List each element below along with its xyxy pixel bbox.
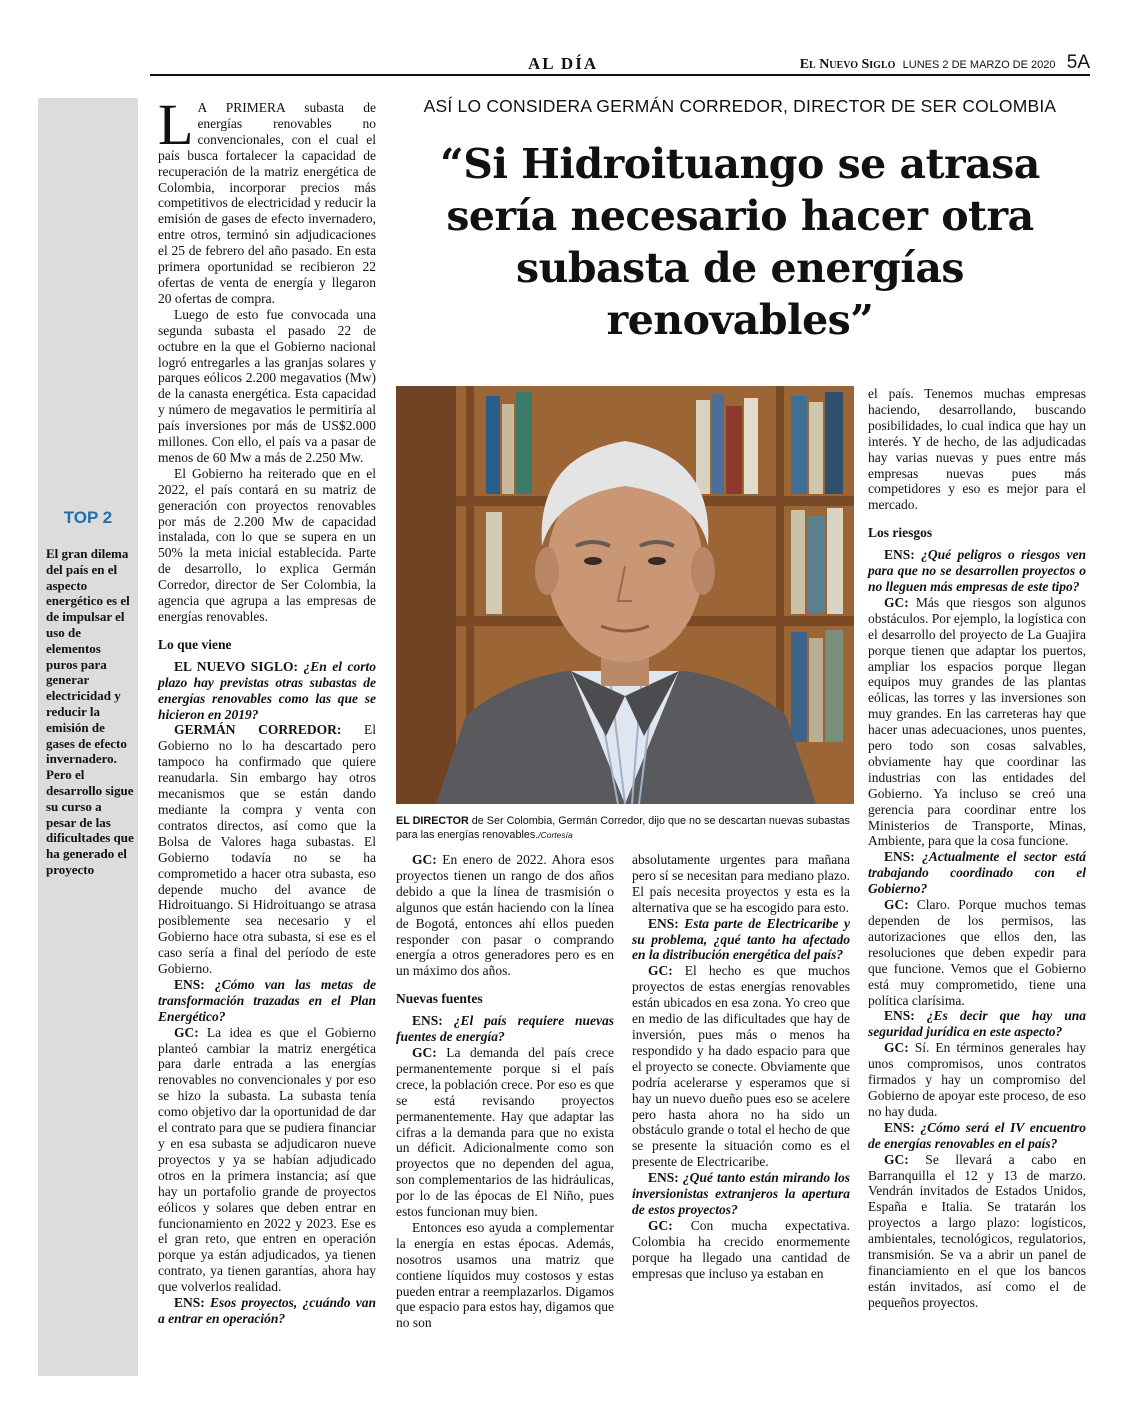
- section-name: AL DÍA: [528, 54, 599, 73]
- lead-text: A PRIMERA subasta de energías renovables no convencionales, con el cual el país busca fortalecer la capacidad de recuperación de la matriz energética de Colombia, incorporar precios más competitivos de electricidad y reducir la emisión de gases de efecto invernadero, entre otros, terminó sin adjudicaciones el 25 de febrero del año pasado. En esta primera oportunidad se recibieron 22 ofertas de venta de energía y llegaron 20 ofertas de compra.: [158, 100, 376, 306]
- question: [158, 659, 376, 723]
- speaker: GC:: [884, 594, 909, 610]
- speaker: ENS:: [884, 1119, 915, 1135]
- lead-paragraph: [158, 92, 376, 307]
- speaker: ENS:: [412, 1013, 443, 1029]
- answer-text: La demanda del país crece permanentemente porque si el país crece, la población crece. Por eso es que se está revisando proyectos permanentemente. Hay que adaptar las cifras a la demanda para que no exista un déficit. Adicionalmente como son proyectos que no dependen del agua, son complementarios de las hidráulicas, por lo de las épocas de El Niño, pues estos funcionan muy bien.: [396, 1044, 614, 1220]
- answer-text: Con mucha expectativa. Colombia ha crecido enormemente porque ha llegado una cantidad de empresas que incluso ya estaban en: [632, 1217, 850, 1281]
- question-text: ¿Cómo van las metas de transformación trazadas en el Plan Energético?: [158, 976, 376, 1024]
- question: [158, 977, 376, 1025]
- answer: [632, 963, 850, 1170]
- article-column-4: [868, 386, 1086, 1311]
- sidebar-tag: TOP 2: [63, 508, 113, 527]
- question: [632, 916, 850, 964]
- speaker: ENS:: [648, 1170, 679, 1186]
- question: [868, 849, 1086, 897]
- speaker: GC:: [884, 1040, 909, 1056]
- paragraph: el país. Tenemos muchas empresas haciendo, desarrollando, buscando posibilidades, lo cual indica que hay un interés. Y de hecho, de las adjudicadas hay varias nuevas y pues entre más empresas nuevas pues más competidores y eso es mejor para el mercado.: [868, 386, 1086, 513]
- answer-text: Más que riesgos son algunos obstáculos. Por ejemplo, la logística con el desarrollo del proyecto de La Guajira porque tienen que adaptar los puertos, ampliar los espacios porque llegan equipos muy grandes de las plantas eólicas, las torres y las inversiones son muy grandes. En las carreteras hay que hacer unas adecuaciones, unos puentes, pero todo son cosas salvables, obviamente hay que coordinar las industrias con las entidades del Gobierno. Ya incluso se creó una gerencia para coordinar entre los Ministerios de Transporte, Minas, Ambiente, para que la cosa funcione.: [868, 594, 1086, 849]
- question-text: Esos proyectos, ¿cuándo van a entrar en operación?: [158, 1295, 376, 1326]
- question-text: Esta parte de Electricaribe y su problema, ¿qué tanto ha afectado en la distribución energética del país?: [632, 915, 850, 963]
- answer: [632, 1218, 850, 1282]
- photo-credit: /Cortesía: [538, 830, 573, 840]
- answer: [396, 852, 614, 979]
- question-text: ¿En el corto plazo hay previstas otras subastas de energías renovables como las que se hicieron en 2019?: [158, 658, 376, 722]
- sidebar-summary: [38, 98, 138, 1376]
- subheading: Los riesgos: [868, 525, 933, 541]
- answer-text: El Gobierno no lo ha descartado pero tampoco ha confirmado que quiere reanudarla. Sin embargo hay otros mecanismos que se están dando mediante la compra y venta con contratos directos, así como que la Bolsa de Valores haga subastas. El Gobierno todavía no se ha comprometido a hacer otra subasta, eso depende mucho del avance de Hidroituango. Si Hidroituango se atrasa posiblemente sea necesario y el Gobierno hace otra subasta, si ese es el caso sería a final del período de este Gobierno.: [158, 722, 376, 977]
- question: [868, 1008, 1086, 1040]
- subheading: Nuevas fuentes: [396, 991, 483, 1007]
- question: [868, 547, 1086, 595]
- article-column-1: [158, 92, 376, 1327]
- speaker: GC:: [884, 1151, 909, 1167]
- question-text: ¿Cómo será el IV encuentro de energías renovables en el país?: [868, 1119, 1086, 1151]
- question: [158, 1295, 376, 1327]
- answer: [158, 722, 376, 977]
- kicker: ASÍ LO CONSIDERA GERMÁN CORREDOR, DIRECTOR DE SER COLOMBIA: [423, 96, 1057, 116]
- answer-text: Claro. Porque muchos temas dependen de los permisos, las autorizaciones que ellos den, las resoluciones que deben expedir para que funcione. Vemos que el Gobierno está muy comprometido, tiene una política clarísima.: [868, 897, 1086, 1008]
- speaker: ENS:: [174, 976, 205, 992]
- caption-lead: EL DIRECTOR: [396, 815, 469, 827]
- speaker: GERMÁN CORREDOR:: [174, 722, 342, 738]
- answer: [868, 1152, 1086, 1311]
- speaker: EL NUEVO SIGLO:: [174, 658, 298, 674]
- answer-text: El hecho es que muchos proyectos de estas energías renovables están ubicados en esa zona. Yo creo que en medio de las dificultades que hay de inversión, pues más o menos ha respondido y ha dado espacio para que el proyecto se conecte. Obviamente que podría acelerarse y esperamos que si hay un nuevo dueño pues eso se acelere pero hasta ahora no ha sido un obstáculo grande o total el hecho de que se presente la situación como es el presente de Electricaribe.: [632, 963, 850, 1170]
- paragraph: absolutamente urgentes para mañana pero sí se necesitan para mediano plazo. El país necesita proyectos y esta es la alternativa que se ha escogido para esto.: [632, 852, 850, 915]
- speaker: GC:: [884, 897, 909, 913]
- question-text: ¿Qué peligros o riesgos ven para que no se desarrollen proyectos o no lleguen más empresas de este tipo?: [868, 547, 1086, 594]
- answer-text: Sí. En términos generales hay unos compromisos, unos contratos firmados y hay un compromiso del Gobierno de apoyar este proceso, de eso no hay duda.: [868, 1040, 1086, 1119]
- sidebar-summary-text: El gran dilema del país en el aspecto energético es el de impulsar el uso de elementos puros para generar electricidad y reducir la emisión de gases de efecto invernadero. Pero el desarrollo sigue su curso a pesar de las dificultades que ha generado el proyecto: [46, 546, 134, 877]
- speaker: ENS:: [174, 1295, 205, 1311]
- speaker: GC:: [412, 852, 437, 867]
- masthead: [150, 50, 1090, 76]
- question: [632, 1170, 850, 1218]
- answer: [396, 1045, 614, 1220]
- article-column-3: [632, 852, 850, 1281]
- subheading: Lo que viene: [158, 636, 232, 652]
- answer: [868, 1040, 1086, 1120]
- speaker: ENS:: [648, 915, 679, 931]
- portrait-illustration: [396, 386, 854, 804]
- issue-date: LUNES 2 DE MARZO DE 2020: [902, 59, 1056, 71]
- answer-text: Se llevará a cabo en Barranquilla el 12 y 13 de marzo. Vendrán invitados de Estados Unidos, España e Italia. Se tratarán los proyectos a largo plazo: logísticos, ambientales, tecnológicos, regulatorios, transmisión. Se va a abrir un panel de financiamiento en el que los bancos están invitados, así como el de pequeños proyectos.: [868, 1151, 1086, 1310]
- question-text: ¿El país requiere nuevas fuentes de energía?: [396, 1013, 614, 1045]
- question-text: ¿Es decir que hay una seguridad jurídica en este aspecto?: [868, 1008, 1086, 1040]
- article-column-2: [396, 852, 614, 1331]
- question-text: ¿Qué tanto están mirando los inversionistas extranjeros la apertura de estos proyectos?: [632, 1170, 850, 1217]
- answer-text: La idea es que el Gobierno planteó cambiar la matriz energética para darle entrada a las energías renovables no convencionales y por eso se hizo la subasta. La subasta tenía como objetivo dar la oportunidad de dar el contrato para que se pudiera financiar y en esa subasta se adjudicaron nueve proyectos y ya se habían adjudicado otros en la primera instancia; así que hay un portafolio grande de proyectos eólicos y solares que deben entrar en funcionamiento en 2022 y 2023. Ese es el gran reto, que entren en operación porque ya están adjudicados, ya tienen contrato, ya tienen garantías, ahora hay que volverlos realidad.: [158, 1024, 376, 1295]
- headline: “Si Hidroituango se atrasa sería necesario hacer otra subasta de energías renovables”: [440, 140, 1040, 344]
- paragraph: Luego de esto fue convocada una segunda subasta el pasado 22 de octubre en la que el Gobierno nacional logró entregarles a las granjas solares y parques eólicos 2.200 megavatios (Mw) de la canasta energética. Esta capacidad y número de megavatios le permitiría al país inversiones por más de US$2.000 millones. Con ello, el país va a pasar de menos de 60 Mw a más de 2.250 Mw.: [158, 306, 376, 465]
- question: [868, 1120, 1086, 1152]
- page-number: 5A: [1066, 52, 1090, 73]
- caption-text: de Ser Colombia, Germán Corredor, dijo que no se descartan nuevas subastas para las energías renovables.: [396, 815, 850, 841]
- speaker: ENS:: [884, 547, 915, 563]
- speaker: ENS:: [884, 849, 915, 865]
- paragraph: El Gobierno ha reiterado que en el 2022, el país contará en su matriz de generación con proyectos renovables por más de 2.200 Mw de capacidad instalada, con lo que se supera en un 50% la meta inicial establecida. Parte de desarrollo, lo explica Germán Corredor, director de Ser Colombia, la agencia que agrupa a las empresas de energías renovables.: [158, 465, 376, 624]
- speaker: ENS:: [884, 1008, 915, 1024]
- publication-info: [800, 52, 1090, 74]
- answer: [868, 595, 1086, 850]
- speaker: GC:: [174, 1024, 199, 1040]
- photo-caption: [396, 814, 854, 842]
- portrait-photo: [396, 386, 854, 804]
- question-text: ¿Actualmente el sector está trabajando coordinado con el Gobierno?: [868, 849, 1086, 897]
- speaker: GC:: [412, 1044, 437, 1060]
- answer: [158, 1025, 376, 1295]
- question: [396, 1013, 614, 1045]
- answer-text: En enero de 2022. Ahora esos proyectos tienen un rango de dos años debido a que la línea de trasmisión o algunos que están haciendo con la línea de Bogotá, entonces ahí ellos pueden responder con pasar o comprando energía a otros generadores pero es en un máximo dos años.: [396, 852, 614, 979]
- speaker: GC:: [648, 1217, 673, 1233]
- paragraph: Entonces eso ayuda a complementar la energía en estas épocas. Además, nosotros usamos una matriz que contiene líquidos muy costosos y estas pueden entrar a reemplazarlos. Digamos que espacio para estos hay, digamos que no son: [396, 1219, 614, 1331]
- answer: [868, 897, 1086, 1008]
- speaker: GC:: [648, 963, 673, 979]
- newspaper-name: El Nuevo Siglo: [799, 57, 896, 72]
- drop-cap: L: [158, 92, 194, 157]
